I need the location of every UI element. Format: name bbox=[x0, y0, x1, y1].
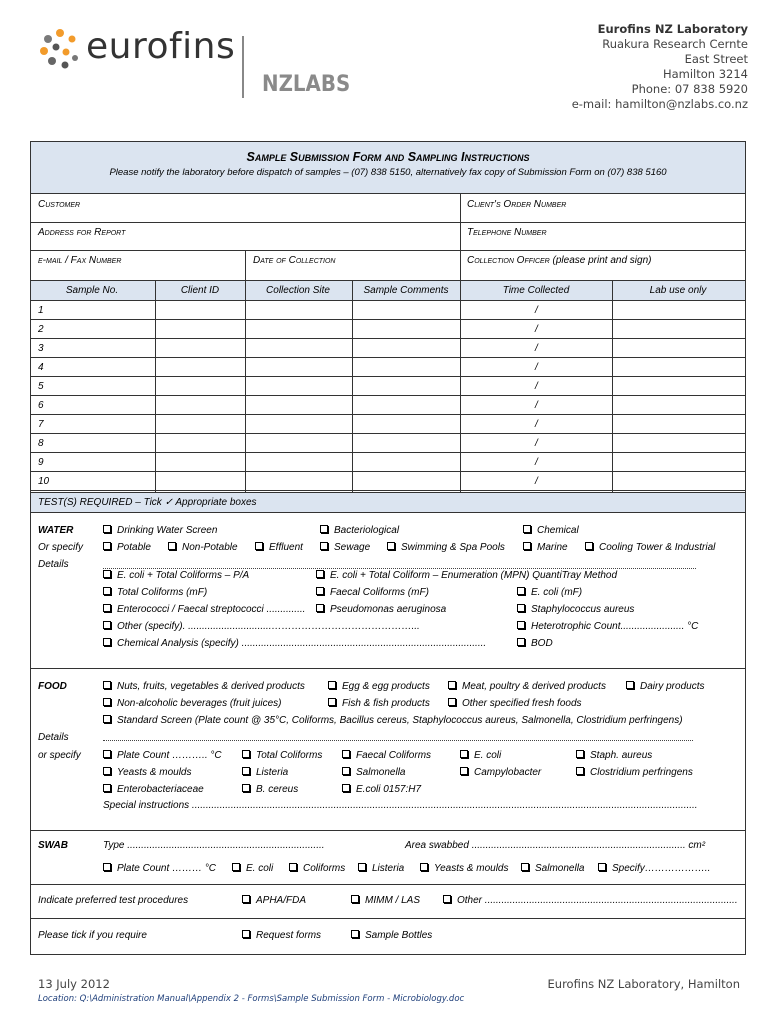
water-ecoli-mf[interactable] bbox=[517, 587, 582, 598]
brand-name: eurofins bbox=[86, 26, 236, 67]
column-rule bbox=[352, 280, 353, 492]
checkbox-icon[interactable] bbox=[103, 542, 111, 550]
water-ecoli-mpn-label: E. coli + Total Coliform – Enumeration (MPN) QuantiTray Method bbox=[330, 570, 618, 581]
food-ecoli-label: E. coli bbox=[474, 750, 502, 761]
water-effluent-label: Effluent bbox=[269, 542, 303, 553]
column-rule bbox=[245, 280, 246, 492]
checkbox-icon[interactable] bbox=[316, 604, 324, 612]
table-row[interactable] bbox=[30, 453, 745, 472]
water-potable[interactable] bbox=[103, 542, 151, 553]
water-details-line bbox=[103, 560, 696, 569]
sample-number: 10 bbox=[38, 476, 50, 487]
checkbox-icon[interactable] bbox=[103, 638, 111, 646]
food-staph[interactable] bbox=[576, 750, 652, 761]
food-meat-label: Meat, poultry & derived products bbox=[462, 681, 606, 692]
row-rule bbox=[30, 490, 745, 491]
swab-type-field[interactable]: Type ....................................................................... bbox=[103, 840, 325, 851]
water-other[interactable] bbox=[103, 621, 420, 632]
food-bcereus-label: B. cereus bbox=[256, 784, 299, 795]
table-row[interactable] bbox=[30, 434, 745, 453]
lab-addr3: Hamilton 3214 bbox=[662, 67, 748, 81]
lab-addr1: Ruakura Research Cernte bbox=[602, 37, 748, 51]
table-row[interactable] bbox=[30, 415, 745, 434]
food-special-instructions[interactable]: Special instructions ...................................................................................................................................................................................... bbox=[103, 800, 698, 811]
food-nuts-label: Nuts, fruits, vegetables & derived products bbox=[117, 681, 305, 692]
form-title: Sample Submission Form and Sampling Instructions bbox=[246, 150, 530, 164]
lab-phone: Phone: 07 838 5920 bbox=[631, 82, 748, 96]
swab-yeasts-label: Yeasts & moulds bbox=[434, 863, 509, 874]
lab-name: Eurofins NZ Laboratory bbox=[597, 22, 748, 36]
rule bbox=[30, 193, 745, 194]
checkbox-icon[interactable] bbox=[242, 750, 250, 758]
food-plate-count[interactable] bbox=[103, 750, 222, 761]
food-beverages-label: Non-alcoholic beverages (fruit juices) bbox=[117, 698, 282, 709]
checkbox-icon[interactable] bbox=[242, 767, 250, 775]
rule bbox=[30, 918, 745, 919]
checkbox-icon[interactable] bbox=[626, 681, 634, 689]
food-label: FOOD bbox=[38, 681, 67, 692]
food-nuts[interactable] bbox=[103, 681, 305, 692]
table-row[interactable] bbox=[30, 301, 745, 320]
water-total-coliforms[interactable] bbox=[103, 587, 207, 598]
checkbox-icon[interactable] bbox=[448, 698, 456, 706]
water-sewage-label: Sewage bbox=[334, 542, 371, 553]
food-faecal-coliforms-label: Faecal Coliforms bbox=[356, 750, 432, 761]
rule bbox=[245, 250, 246, 280]
column-header: Lab use only bbox=[649, 285, 707, 296]
checkbox-icon[interactable] bbox=[448, 681, 456, 689]
column-header: Sample No. bbox=[65, 285, 119, 296]
swab-label: SWAB bbox=[38, 840, 68, 851]
food-standard-screen-label: Standard Screen (Plate count @ 35°C, Coliforms, Bacillus cereus, Staphylococcus aureus, Salmonella, Clostridium perfringens) bbox=[117, 715, 683, 726]
time-slash: / bbox=[535, 457, 538, 468]
checkbox-icon[interactable] bbox=[342, 767, 350, 775]
time-slash: / bbox=[535, 476, 538, 487]
water-pools-label: Swimming & Spa Pools bbox=[401, 542, 505, 553]
checkbox-icon[interactable] bbox=[523, 542, 531, 550]
water-bacteriological-label: Bacteriological bbox=[334, 525, 400, 536]
checkbox-icon[interactable] bbox=[342, 784, 350, 792]
swab-specify[interactable] bbox=[598, 863, 710, 874]
checkbox-icon[interactable] bbox=[521, 863, 529, 871]
water-drinking-label: Drinking Water Screen bbox=[117, 525, 218, 536]
proc-apha-label: APHA/FDA bbox=[256, 895, 307, 906]
column-header: Client ID bbox=[180, 285, 220, 296]
water-total-coliforms-label: Total Coliforms (mF) bbox=[117, 587, 208, 598]
swab-specify-label: Specify……………….. bbox=[612, 863, 711, 874]
food-clostridium-label: Clostridium perfringens bbox=[590, 767, 693, 778]
checkbox-icon[interactable] bbox=[242, 895, 250, 903]
collection-officer-field[interactable] bbox=[467, 255, 651, 266]
food-salmonella-label: Salmonella bbox=[356, 767, 406, 778]
checkbox-icon[interactable] bbox=[103, 621, 111, 629]
address-field[interactable]: Address for Report bbox=[38, 227, 126, 238]
sample-number: 7 bbox=[38, 419, 44, 430]
checkbox-icon[interactable] bbox=[103, 570, 111, 578]
require-label: Please tick if you require bbox=[38, 930, 147, 941]
time-slash: / bbox=[535, 343, 538, 354]
checkbox-icon[interactable] bbox=[320, 525, 328, 533]
checkbox-icon[interactable] bbox=[255, 542, 263, 550]
water-bacteriological[interactable] bbox=[320, 525, 399, 536]
food-faecal-coliforms[interactable] bbox=[342, 750, 431, 761]
food-salmonella[interactable] bbox=[342, 767, 405, 778]
checkbox-icon[interactable] bbox=[443, 895, 451, 903]
checkbox-icon[interactable] bbox=[460, 750, 468, 758]
footer-location: Location: Q:\Administration Manual\Appendix 2 - Forms\Sample Submission Form - Microbiology.doc bbox=[38, 994, 465, 1004]
water-non-potable[interactable] bbox=[168, 542, 238, 553]
email-fax-field[interactable]: e-mail / Fax Number bbox=[38, 255, 122, 266]
food-meat[interactable] bbox=[448, 681, 606, 692]
column-header: Time Collected bbox=[502, 285, 570, 296]
food-clostridium[interactable] bbox=[576, 767, 693, 778]
water-sewage[interactable] bbox=[320, 542, 370, 553]
sample-number: 5 bbox=[38, 381, 44, 392]
proc-other[interactable] bbox=[443, 895, 738, 906]
checkbox-icon[interactable] bbox=[351, 895, 359, 903]
food-ecoli-0157-label: E.coli 0157:H7 bbox=[356, 784, 422, 795]
swab-plate-count[interactable] bbox=[103, 863, 216, 874]
water-cooling-label: Cooling Tower & Industrial bbox=[599, 542, 716, 553]
checkbox-icon[interactable] bbox=[351, 930, 359, 938]
time-slash: / bbox=[535, 305, 538, 316]
logo bbox=[40, 28, 80, 75]
food-listeria[interactable] bbox=[242, 767, 288, 778]
sample-number: 9 bbox=[38, 457, 44, 468]
checkbox-icon[interactable] bbox=[232, 863, 240, 871]
food-egg[interactable] bbox=[328, 681, 430, 692]
water-enterococci-label: Enterococci / Faecal streptococci .............. bbox=[117, 604, 306, 615]
food-campylobacter-label: Campylobacter bbox=[474, 767, 542, 778]
proc-apha[interactable] bbox=[242, 895, 306, 906]
food-dairy[interactable] bbox=[626, 681, 704, 692]
checkbox-icon[interactable] bbox=[523, 525, 531, 533]
food-egg-label: Egg & egg products bbox=[342, 681, 430, 692]
table-row[interactable] bbox=[30, 320, 745, 339]
proc-other-label: Other ........................................................................................... bbox=[457, 895, 738, 906]
checkbox-icon[interactable] bbox=[103, 525, 111, 533]
water-potable-label: Potable bbox=[117, 542, 151, 553]
checkbox-icon[interactable] bbox=[585, 542, 593, 550]
checkbox-icon[interactable] bbox=[328, 681, 336, 689]
food-bcereus[interactable] bbox=[242, 784, 298, 795]
table-row[interactable] bbox=[30, 339, 745, 358]
require-sample-bottles-label: Sample Bottles bbox=[365, 930, 433, 941]
logo-divider bbox=[242, 36, 244, 98]
food-or-specify: or specify bbox=[38, 750, 81, 761]
column-header: Collection Site bbox=[266, 285, 330, 296]
checkbox-icon[interactable] bbox=[517, 604, 525, 612]
food-standard-screen[interactable] bbox=[103, 715, 683, 726]
water-chemical-analysis-label: Chemical Analysis (specify) ........................................................................................ bbox=[117, 638, 487, 649]
collection-officer-label: Collection Officer bbox=[467, 255, 550, 266]
checkbox-icon[interactable] bbox=[103, 587, 111, 595]
eurofins-logo-icon bbox=[40, 28, 80, 70]
checkbox-icon[interactable] bbox=[103, 681, 111, 689]
collection-officer-note: (please print and sign) bbox=[552, 255, 652, 266]
lab-addr2: East Street bbox=[684, 52, 748, 66]
water-pseudomonas[interactable] bbox=[316, 604, 446, 615]
table-row[interactable] bbox=[30, 396, 745, 415]
checkbox-icon[interactable] bbox=[168, 542, 176, 550]
procedures-label: Indicate preferred test procedures bbox=[38, 895, 189, 906]
time-slash: / bbox=[535, 400, 538, 411]
food-enterobacteriaceae[interactable] bbox=[103, 784, 204, 795]
lab-address bbox=[572, 22, 748, 112]
sample-number: 6 bbox=[38, 400, 44, 411]
food-total-coliforms-label: Total Coliforms bbox=[256, 750, 323, 761]
water-heterotrophic[interactable] bbox=[517, 621, 698, 632]
checkbox-icon[interactable] bbox=[289, 863, 297, 871]
lab-email: e-mail: hamilton@nzlabs.co.nz bbox=[571, 97, 748, 111]
checkbox-icon[interactable] bbox=[103, 784, 111, 792]
food-ecoli-0157[interactable] bbox=[342, 784, 421, 795]
water-chemical[interactable] bbox=[523, 525, 579, 536]
column-header: Sample Comments bbox=[363, 285, 449, 296]
footer-date: 13 July 2012 bbox=[38, 977, 110, 991]
checkbox-icon[interactable] bbox=[103, 715, 111, 723]
water-non-potable-label: Non-Potable bbox=[182, 542, 238, 553]
table-row[interactable] bbox=[30, 472, 745, 491]
checkbox-icon[interactable] bbox=[242, 784, 250, 792]
swab-listeria[interactable] bbox=[358, 863, 404, 874]
checkbox-icon[interactable] bbox=[387, 542, 395, 550]
swab-area-field[interactable]: Area swabbed ............................................................................. cm² bbox=[405, 840, 706, 851]
water-bod-label: BOD bbox=[531, 638, 553, 649]
checkbox-icon[interactable] bbox=[242, 930, 250, 938]
water-chemical-label: Chemical bbox=[537, 525, 579, 536]
swab-salmonella[interactable] bbox=[521, 863, 584, 874]
food-ecoli[interactable] bbox=[460, 750, 501, 761]
order-number-field[interactable]: Client's Order Number bbox=[467, 199, 567, 210]
sample-number: 3 bbox=[38, 343, 44, 354]
footer-lab: Eurofins NZ Laboratory, Hamilton bbox=[547, 977, 740, 991]
food-fish-label: Fish & fish products bbox=[342, 698, 430, 709]
checkbox-icon[interactable] bbox=[342, 750, 350, 758]
water-heterotrophic-label: Heterotrophic Count....................... °C bbox=[531, 621, 699, 632]
food-beverages[interactable] bbox=[103, 698, 282, 709]
time-slash: / bbox=[535, 438, 538, 449]
checkbox-icon[interactable] bbox=[517, 587, 525, 595]
sample-number: 1 bbox=[38, 305, 44, 316]
checkbox-icon[interactable] bbox=[103, 767, 111, 775]
food-details-line bbox=[103, 732, 693, 741]
water-pseudomonas-label: Pseudomonas aeruginosa bbox=[330, 604, 447, 615]
water-faecal-coliforms[interactable] bbox=[316, 587, 429, 598]
checkbox-icon[interactable] bbox=[358, 863, 366, 871]
sample-number: 8 bbox=[38, 438, 44, 449]
checkbox-icon[interactable] bbox=[316, 587, 324, 595]
checkbox-icon[interactable] bbox=[420, 863, 428, 871]
water-bod[interactable] bbox=[517, 638, 553, 649]
tests-required-heading: TEST(S) REQUIRED – Tick ✓ Appropriate boxes bbox=[38, 497, 257, 508]
rule bbox=[30, 884, 745, 885]
water-cooling[interactable] bbox=[585, 542, 715, 553]
water-marine[interactable] bbox=[523, 542, 568, 553]
food-yeasts-label: Yeasts & moulds bbox=[117, 767, 192, 778]
checkbox-icon[interactable] bbox=[103, 698, 111, 706]
time-slash: / bbox=[535, 324, 538, 335]
checkbox-icon[interactable] bbox=[517, 638, 525, 646]
checkbox-icon[interactable] bbox=[576, 750, 584, 758]
food-campylobacter[interactable] bbox=[460, 767, 541, 778]
rule bbox=[30, 222, 745, 223]
checkbox-icon[interactable] bbox=[103, 604, 111, 612]
water-pools[interactable] bbox=[387, 542, 505, 553]
food-other-fresh[interactable] bbox=[448, 698, 582, 709]
require-request-forms-label: Request forms bbox=[256, 930, 322, 941]
form-notice: Please notify the laboratory before dispatch of samples – (07) 838 5150, alternatively fax copy of Submission Form on (07) 838 5160 bbox=[109, 167, 667, 178]
swab-ecoli[interactable] bbox=[232, 863, 273, 874]
rule bbox=[30, 668, 745, 669]
swab-coliforms-label: Coliforms bbox=[303, 863, 346, 874]
water-ecoli-pa[interactable] bbox=[103, 570, 249, 581]
swab-coliforms[interactable] bbox=[289, 863, 345, 874]
food-details: Details bbox=[38, 732, 69, 743]
water-or-specify: Or specify bbox=[38, 542, 84, 553]
column-rule bbox=[460, 280, 461, 492]
water-details: Details bbox=[38, 559, 69, 570]
checkbox-icon[interactable] bbox=[103, 863, 111, 871]
food-plate-count-label: Plate Count ……….. °C bbox=[117, 750, 222, 761]
proc-mimm[interactable] bbox=[351, 895, 420, 906]
swab-salmonella-label: Salmonella bbox=[535, 863, 585, 874]
require-request-forms[interactable] bbox=[242, 930, 321, 941]
water-faecal-coliforms-label: Faecal Coliforms (mF) bbox=[330, 587, 429, 598]
time-slash: / bbox=[535, 381, 538, 392]
sample-number: 2 bbox=[38, 324, 44, 335]
checkbox-icon[interactable] bbox=[328, 698, 336, 706]
swab-listeria-label: Listeria bbox=[372, 863, 405, 874]
time-slash: / bbox=[535, 362, 538, 373]
checkbox-icon[interactable] bbox=[320, 542, 328, 550]
water-effluent[interactable] bbox=[255, 542, 303, 553]
rule bbox=[30, 250, 745, 251]
food-yeasts[interactable] bbox=[103, 767, 191, 778]
checkbox-icon[interactable] bbox=[517, 621, 525, 629]
water-drinking[interactable] bbox=[103, 525, 217, 536]
water-chemical-analysis[interactable] bbox=[103, 638, 486, 649]
food-staph-label: Staph. aureus bbox=[590, 750, 653, 761]
rule bbox=[460, 193, 461, 280]
food-total-coliforms[interactable] bbox=[242, 750, 322, 761]
checkbox-icon[interactable] bbox=[103, 750, 111, 758]
rule bbox=[30, 830, 745, 831]
sample-number: 4 bbox=[38, 362, 44, 373]
checkbox-icon[interactable] bbox=[576, 767, 584, 775]
water-staph-label: Staphylococcus aureus bbox=[531, 604, 635, 615]
rule bbox=[30, 512, 745, 513]
food-dairy-label: Dairy products bbox=[640, 681, 705, 692]
telephone-field[interactable]: Telephone Number bbox=[467, 227, 547, 238]
food-other-fresh-label: Other specified fresh foods bbox=[462, 698, 582, 709]
swab-plate-count-label: Plate Count ……… °C bbox=[117, 863, 217, 874]
checkbox-icon[interactable] bbox=[316, 570, 324, 578]
customer-field[interactable]: Customer bbox=[38, 199, 81, 210]
column-rule bbox=[155, 280, 156, 492]
water-label: WATER bbox=[38, 525, 74, 536]
food-enterobacteriaceae-label: Enterobacteriaceae bbox=[117, 784, 204, 795]
water-ecoli-mf-label: E. coli (mF) bbox=[531, 587, 583, 598]
water-staph[interactable] bbox=[517, 604, 634, 615]
water-ecoli-mpn[interactable] bbox=[316, 570, 617, 581]
table-row[interactable] bbox=[30, 358, 745, 377]
table-row[interactable] bbox=[30, 377, 745, 396]
proc-mimm-label: MIMM / LAS bbox=[365, 895, 421, 906]
rule bbox=[30, 492, 745, 493]
checkbox-icon[interactable] bbox=[598, 863, 606, 871]
column-rule bbox=[612, 280, 613, 492]
swab-yeasts[interactable] bbox=[420, 863, 508, 874]
water-ecoli-pa-label: E. coli + Total Coliforms – P/A bbox=[117, 570, 250, 581]
water-enterococci[interactable] bbox=[103, 604, 305, 615]
require-sample-bottles[interactable] bbox=[351, 930, 432, 941]
swab-ecoli-label: E. coli bbox=[246, 863, 274, 874]
food-fish[interactable] bbox=[328, 698, 430, 709]
water-marine-label: Marine bbox=[537, 542, 568, 553]
water-other-label: Other (specify). ..............................……………………………………... bbox=[117, 621, 420, 632]
time-slash: / bbox=[535, 419, 538, 430]
sub-brand: NZLABS bbox=[262, 72, 351, 97]
date-collection-field[interactable]: Date of Collection bbox=[253, 255, 336, 266]
checkbox-icon[interactable] bbox=[460, 767, 468, 775]
food-listeria-label: Listeria bbox=[256, 767, 289, 778]
